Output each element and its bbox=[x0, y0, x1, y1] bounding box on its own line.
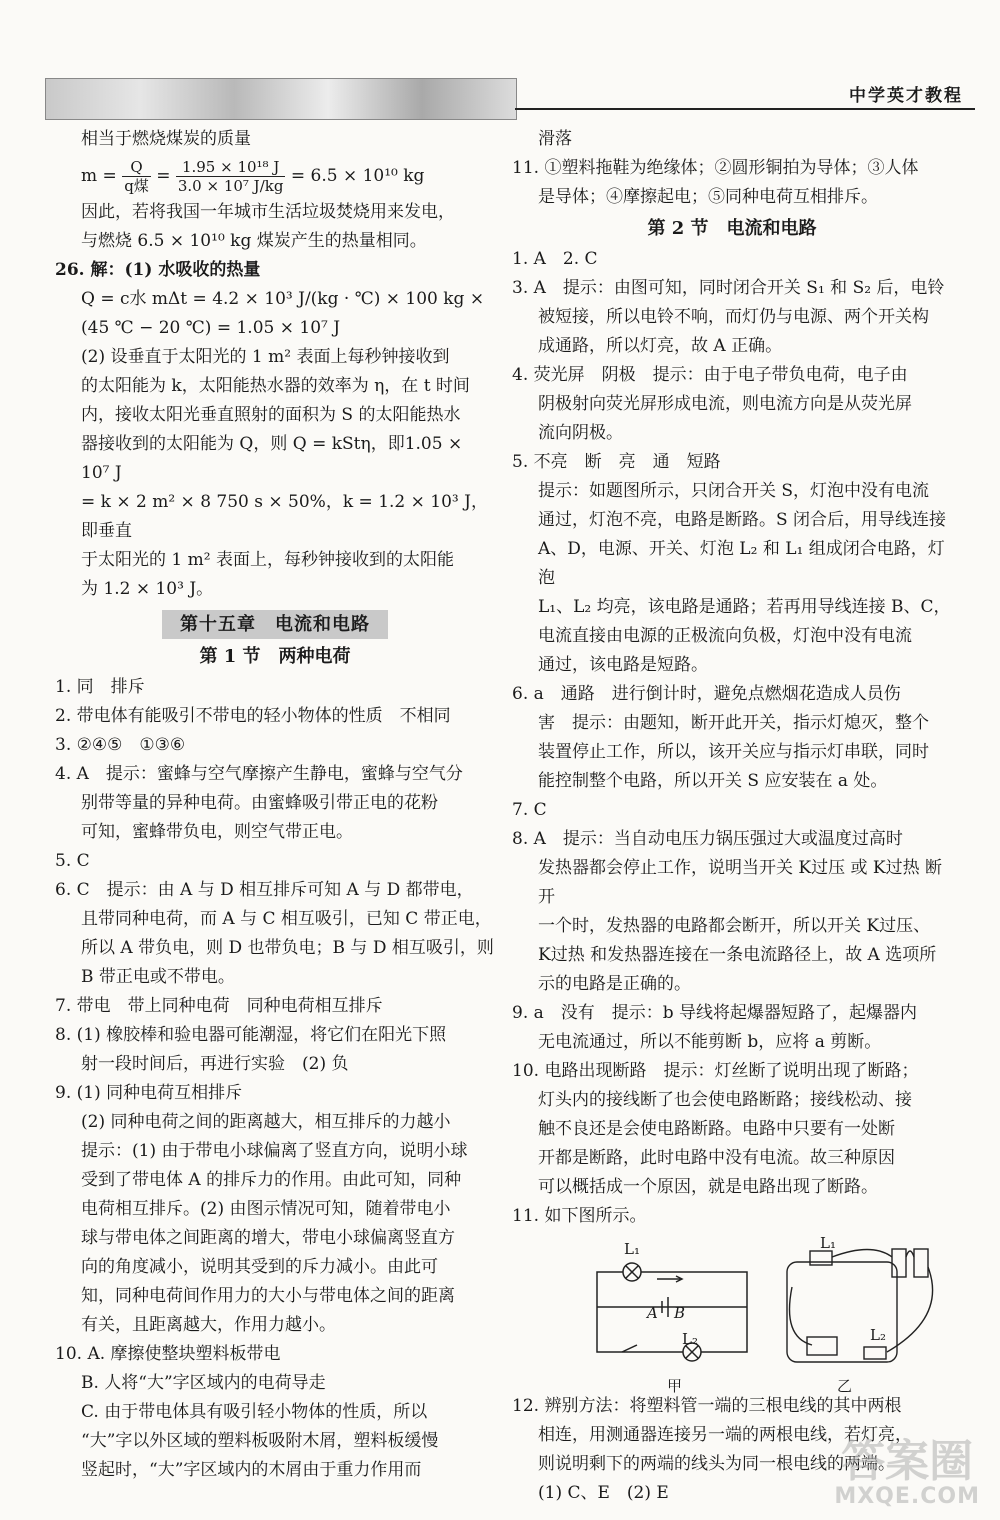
circuit-diagrams bbox=[552, 1237, 952, 1372]
text-line: 可知，蜜蜂带负电，则空气带正电。 bbox=[81, 822, 353, 842]
watermark-text: 答案圈 bbox=[841, 1436, 974, 1487]
text-line: (2) 设垂直于太阳光的 1 m² 表面上每秒钟接收到 bbox=[81, 347, 450, 367]
label-l2-picture: L₂ bbox=[870, 1326, 886, 1344]
text-line: 内，接收太阳光垂直照射的面积为 S 的太阳能热水 bbox=[81, 405, 461, 425]
text-line: K过热 和发热器连接在一条电流路径上，故 A 选项所 bbox=[538, 945, 937, 965]
answer-item: 10. 电路出现断路 提示：灯丝断了说明出现了断路； bbox=[512, 1061, 919, 1081]
text-line: 开都是断路，此时电路中没有电流。故三种原因 bbox=[538, 1148, 895, 1168]
label-l1: L₁ bbox=[624, 1240, 640, 1258]
text-line: 灯头内的接线断了也会使电路断路；接线松动、接 bbox=[538, 1090, 912, 1110]
text-line: A、D，电源、开关、灯泡 L₂ 和 L₁ 组成闭合电路，灯泡 bbox=[538, 539, 945, 588]
caption-yi: 乙 bbox=[837, 1377, 853, 1395]
formula-lhs: m = bbox=[81, 166, 117, 186]
page-header bbox=[45, 78, 975, 120]
text-line: 相连，用测通器连接另一端的两根电线，若灯亮， bbox=[538, 1425, 912, 1445]
text-line: 则说明剩下的两端的线头为同一根电线的两端。 bbox=[538, 1454, 895, 1474]
answer-item: 9. a 没有 提示：b 导线将起爆器短路了，起爆器内 bbox=[512, 1003, 918, 1023]
label-b: B bbox=[674, 1304, 686, 1322]
text-line: 滑落 bbox=[538, 129, 572, 149]
text-line: 射一段时间后，再进行实验 (2) 负 bbox=[81, 1054, 349, 1074]
text-line: 球与带电体之间距离的增大，带电小球偏离竖直方 bbox=[81, 1228, 455, 1248]
text-line: “大”字以外区域的塑料板吸附木屑，塑料板缓慢 bbox=[81, 1431, 439, 1451]
text-line: 相当于燃烧煤炭的质量 bbox=[81, 129, 251, 149]
text-line: 的太阳能为 k，太阳能热水器的效率为 η，在 t 时间 bbox=[81, 376, 470, 396]
text-line: 示的电路是正确的。 bbox=[538, 974, 691, 994]
answer-item: 1. 同 排斥 bbox=[55, 677, 145, 697]
section-heading: 第 1 节 两种电荷 bbox=[199, 646, 351, 667]
text-line: 可以概括成一个原因，就是电路出现了断路。 bbox=[538, 1177, 878, 1197]
answer-item: 6. a 通路 进行倒计时，避免点燃烟花造成人员伤 bbox=[512, 684, 901, 704]
text-line: 有关，且距离越大，作用力越小。 bbox=[81, 1315, 336, 1335]
text-line: 装置停止工作，所以，该开关应与指示灯串联，同时 bbox=[538, 742, 929, 762]
header-banner-image bbox=[45, 78, 517, 120]
answer-item: 2. 带电体有能吸引不带电的轻小物体的性质 不相同 bbox=[55, 706, 451, 726]
text-line: 器接收到的太阳能为 Q，则 Q = kStη，即1.05 × 10⁷ J bbox=[81, 434, 463, 483]
text-line: 与燃烧 6.5 × 10¹⁰ kg 煤炭产生的热量相同。 bbox=[81, 231, 427, 251]
text-line: 被短接，所以电铃不响，而灯仍与电源、两个开关构 bbox=[538, 307, 929, 327]
text-line: B 带正电或不带电。 bbox=[81, 967, 235, 987]
label-l2: L₂ bbox=[682, 1330, 698, 1348]
text-line: 成通路，所以灯亮，故 A 正确。 bbox=[538, 336, 783, 356]
text-line: L₁、L₂ 均亮，该电路是通路；若再用导线连接 B、C， bbox=[538, 597, 951, 617]
text-line: 提示：如题图所示，只闭合开关 S，灯泡中没有电流 bbox=[538, 481, 930, 501]
text-line: 发热器都会停止工作，说明当开关 K过压 或 K过热 断开 bbox=[538, 858, 943, 907]
text-line: 因此，若将我国一年城市生活垃圾焚烧用来发电， bbox=[81, 202, 455, 222]
answer-item: 4. A 提示：蜜蜂与空气摩擦产生静电，蜜蜂与空气分 bbox=[55, 764, 463, 784]
answer-item: 3. ②④⑤ ①③⑥ bbox=[55, 735, 186, 755]
text-line: 且带同种电荷，而 A 与 C 相互吸引，已知 C 带正电， bbox=[81, 909, 492, 929]
fraction bbox=[176, 158, 286, 195]
text-line: 知，同种电荷间作用力的大小与带电体之间的距离 bbox=[81, 1286, 455, 1306]
text-line: B. 人将“大”字区域内的电荷导走 bbox=[81, 1373, 326, 1393]
text-line: C. 由于带电体具有吸引轻小物体的性质，所以 bbox=[81, 1402, 428, 1422]
caption-jia: 甲 bbox=[667, 1377, 683, 1395]
text-line: = k × 2 m² × 8 750 s × 50%，k = 1.2 × 10³ J，即垂直 bbox=[81, 492, 488, 541]
answer-item: 11. 如下图所示。 bbox=[512, 1206, 647, 1226]
text-line: (2) 同种电荷之间的距离越大，相互排斥的力越小 bbox=[81, 1112, 451, 1132]
text-line: 通过，该电路是短路。 bbox=[538, 655, 708, 675]
formula-line bbox=[55, 154, 495, 198]
text-line: 触不良还是会使电路断路。电路中只要有一处断 bbox=[538, 1119, 895, 1139]
watermark-url: MXQE.COM bbox=[834, 1484, 980, 1509]
label-a: A bbox=[647, 1304, 658, 1322]
answer-item: 12. 辨别方法：将塑料管一端的三根电线的其中两根 bbox=[512, 1396, 902, 1416]
answer-item: 8. A 提示：当自动电压力锅压强过大或温度过高时 bbox=[512, 829, 903, 849]
answer-item: 6. C 提示：由 A 与 D 相互排斥可知 A 与 D 都带电， bbox=[55, 880, 474, 900]
chapter-title: 第十五章 电流和电路 bbox=[162, 610, 388, 639]
text-line: 阴极射向荧光屏形成电流，则电流方向是从荧光屏 bbox=[538, 394, 912, 414]
label-l1-picture: L₁ bbox=[820, 1234, 836, 1252]
text-line: 能控制整个电路，所以开关 S 应安装在 a 处。 bbox=[538, 771, 888, 791]
question-item: 26. 解：(1) 水吸收的热量 bbox=[55, 260, 261, 280]
text-line: (1) C、E (2) E bbox=[538, 1483, 669, 1503]
right-column bbox=[512, 125, 952, 1508]
answer-item: 1. A 2. C bbox=[512, 249, 598, 269]
answer-item: 3. A 提示：由图可知，同时闭合开关 S₁ 和 S₂ 后，电铃 bbox=[512, 278, 945, 298]
circuit-figure bbox=[552, 1234, 952, 1395]
answer-item: 11. ①塑料拖鞋为绝缘体；②圆形铜拍为导体；③人体 bbox=[512, 158, 919, 178]
formula-eq: = bbox=[156, 166, 171, 186]
text-line: 提示：(1) 由于带电小球偏离了竖直方向，说明小球 bbox=[81, 1141, 468, 1161]
answer-item: 7. 带电 带上同种电荷 同种电荷相互排斥 bbox=[55, 996, 383, 1016]
answer-item: 5. C bbox=[55, 851, 90, 871]
answer-item: 10. A. 摩擦使整块塑料板带电 bbox=[55, 1344, 281, 1364]
text-line: 受到了带电体 A 的排斥力的作用。由此可知，同种 bbox=[81, 1170, 462, 1190]
text-line: 流向阴极。 bbox=[538, 423, 623, 443]
section-heading: 第 2 节 电流和电路 bbox=[647, 218, 817, 239]
answer-item: 9. (1) 同种电荷互相排斥 bbox=[55, 1083, 243, 1103]
text-line: 无电流通过，所以不能剪断 b，应将 a 剪断。 bbox=[538, 1032, 882, 1052]
fraction bbox=[122, 158, 151, 195]
text-line: 于太阳光的 1 m² 表面上，每秒钟接收到的太阳能 bbox=[81, 550, 454, 570]
answer-item: 8. (1) 橡胶棒和验电器可能潮湿，将它们在阳光下照 bbox=[55, 1025, 447, 1045]
text-line: 向的角度减小，说明其受到的斥力减小。由此可 bbox=[81, 1257, 438, 1277]
text-line: 害 提示：由题知，断开此开关，指示灯熄灭，整个 bbox=[538, 713, 929, 733]
chapter-heading bbox=[55, 610, 495, 640]
text-line: 是导体；④摩擦起电；⑤同种电荷互相排斥。 bbox=[538, 187, 878, 207]
fraction-bottom: q煤 bbox=[124, 177, 149, 195]
left-column bbox=[55, 125, 495, 1485]
text-line: 一个时，发热器的电路都会断开，所以开关 K过压、 bbox=[538, 916, 931, 936]
text-line: Q = c水 mΔt = 4.2 × 10³ J/(kg · ℃) × 100 kg × bbox=[81, 289, 485, 309]
answer-item: 5. 不亮 断 亮 通 短路 bbox=[512, 452, 721, 472]
text-line: (45 ℃ − 20 ℃) = 1.05 × 10⁷ J bbox=[81, 318, 341, 338]
header-title: 中学英才教程 bbox=[849, 86, 963, 106]
answer-item: 7. C bbox=[512, 800, 547, 820]
answer-item: 4. 荧光屏 阴极 提示：由于电子带负电荷，电子由 bbox=[512, 365, 908, 385]
text-line: 所以 A 带负电，则 D 也带负电；B 与 D 相互吸引，则 bbox=[81, 938, 494, 958]
text-line: 电流直接由电源的正极流向负极，灯泡中没有电流 bbox=[538, 626, 912, 646]
text-line: 电荷相互排斥。(2) 由图示情况可知，随着带电小 bbox=[81, 1199, 451, 1219]
fraction-bottom: 3.0 × 10⁷ J/kg bbox=[177, 177, 284, 195]
fraction-top: Q bbox=[122, 158, 151, 177]
text-line: 竖起时，“大”字区域内的木屑由于重力作用而 bbox=[81, 1460, 422, 1480]
text-line: 为 1.2 × 10³ J。 bbox=[81, 579, 214, 599]
pictorial-yi bbox=[787, 1249, 933, 1362]
text-line: 别带等量的异种电荷。由蜜蜂吸引带正电的花粉 bbox=[81, 793, 438, 813]
formula-rhs: = 6.5 × 10¹⁰ kg bbox=[290, 166, 425, 186]
watermark-logo bbox=[834, 1436, 980, 1510]
text-line: 通过，灯泡不亮，电路是断路。S 闭合后，用导线连接 bbox=[538, 510, 947, 530]
fraction-top: 1.95 × 10¹⁸ J bbox=[176, 158, 286, 177]
schematic-jia bbox=[597, 1263, 747, 1361]
